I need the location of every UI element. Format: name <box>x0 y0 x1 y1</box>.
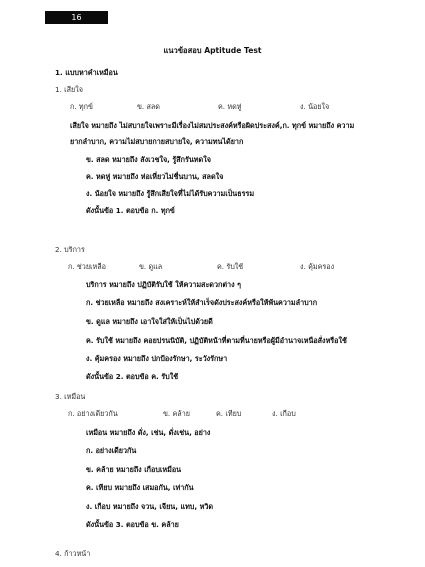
q2-item-b: ข. ดูแล หมายถึง เอาใจใส่ให้เป็นไปด้วยดี <box>86 317 213 326</box>
q2-answer: ดังนั้นข้อ 2. ตอบข้อ ค. รับใช้ <box>86 372 179 381</box>
q2-item-c: ค. รับใช้ หมายถึง คอยปรนนิบัติ, ปฏิบัติหน้าที่ตามที่นายหรือผู้มีอำนาจเหนือสั่งหรือใช้ <box>86 336 347 345</box>
q1-choice-d: ง. น้อยใจ <box>300 102 330 111</box>
q2-choice-a: ก. ช่วยเหลือ <box>68 262 106 271</box>
q3-explain-1: เหมือน หมายถึง ดั่ง, เช่น, ดั่งเช่น, อย่าง <box>86 428 211 437</box>
q3-choice-c: ค. เทียบ <box>216 409 242 418</box>
q1-stem: 1. เสียใจ <box>55 85 83 94</box>
q1-choice-a: ก. ทุกข์ <box>70 102 93 111</box>
q1-item-d: ง. น้อยใจ หมายถึง รู้สึกเสียใจที่ไม่ได้รับความเป็นธรรม <box>86 189 255 198</box>
q1-item-c: ค. หดหู่ หมายถึง ห่อเหี่ยวไม่ชื่นบาน, สลดใจ <box>86 172 224 181</box>
q3-item-c: ค. เทียบ หมายถึง เสมอกัน, เท่ากัน <box>86 483 194 492</box>
q1-explain-2: ยากลำบาก, ความไม่สบายกายสบายใจ, ความทนได้ยาก <box>70 137 244 146</box>
section-heading: 1. แบบหาคำเหมือน <box>55 68 118 77</box>
q2-item-a: ก. ช่วยเหลือ หมายถึง สงเคราะห์ให้สำเร็จดังประสงค์หรือให้พ้นความลำบาก <box>86 298 318 307</box>
q3-choice-d: ง. เกือบ <box>272 409 296 418</box>
q3-item-a: ก. อย่างเดียวกัน <box>86 446 137 455</box>
page-title: แนวข้อสอบ Aptitude Test <box>163 46 262 55</box>
q3-answer: ดังนั้นข้อ 3. ตอบข้อ ข. คล้าย <box>86 520 179 529</box>
q2-choice-c: ค. รับใช้ <box>217 262 244 271</box>
q1-answer: ดังนั้นข้อ 1. ตอบข้อ ก. ทุกข์ <box>86 206 175 215</box>
q2-choice-d: ง. คุ้มครอง <box>300 262 335 271</box>
q2-choice-b: ข. ดูแล <box>139 262 163 271</box>
q2-explain-1: บริการ หมายถึง ปฏิบัติรับใช้ ให้ความสะดวกต่าง ๆ <box>86 280 241 289</box>
q3-stem: 3. เหมือน <box>55 392 86 401</box>
q1-explain-1: เสียใจ หมายถึง ไม่สบายใจเพราะมีเรื่องไม่สมประสงค์หรือผิดประสงค์,ก. ทุกข์ หมายถึง ความ <box>70 121 355 130</box>
q2-stem: 2. บริการ <box>55 245 85 254</box>
q4-stem: 4. ก้าวหน้า <box>55 549 91 558</box>
q1-choice-c: ค. หดหู่ <box>218 102 242 111</box>
q3-choice-a: ก. อย่างเดียวกัน <box>68 409 118 418</box>
q3-item-b: ข. คล้าย หมายถึง เกือบเหมือน <box>86 465 182 474</box>
q1-choice-b: ข. สลด <box>137 102 160 111</box>
q3-choice-b: ข. คล้าย <box>163 409 190 418</box>
q1-item-b: ข. สลด หมายถึง สังเวชใจ, รู้สึกรันทดใจ <box>86 155 211 164</box>
q2-item-d: ง. คุ้มครอง หมายถึง ปกป้องรักษา, ระวังรักษา <box>86 354 228 363</box>
page-number-badge: 16 <box>45 11 108 24</box>
q3-item-d: ง. เกือบ หมายถึง จวน, เจียน, แทบ, หวิด <box>86 502 214 511</box>
